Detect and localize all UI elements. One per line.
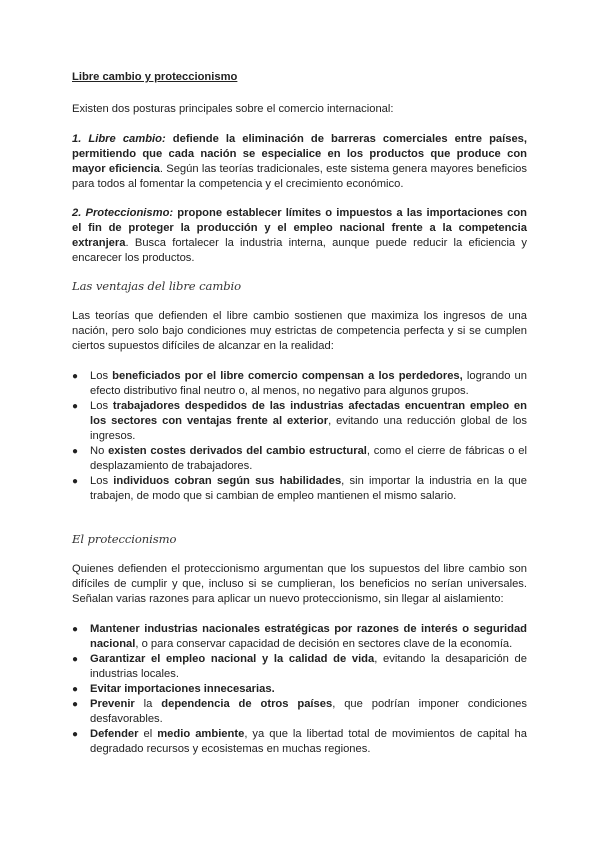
bullet-icon: ● — [72, 729, 79, 740]
bullet-bold-text: Mantener industrias nacionales estratégicas por razones de interés o seguridad nacional — [90, 623, 527, 650]
list-item — [72, 369, 527, 399]
posture-libre-cambio — [72, 132, 527, 192]
bullet-bold-text: medio ambiente — [157, 728, 245, 740]
bullet-bold-text: trabajadores despedidos de las industrias afectadas encuentran empleo en los sectores con ventajas frente al exterior — [90, 400, 527, 427]
bullet-list-ventajas — [72, 369, 527, 504]
posture-label: 2. Proteccionismo: — [72, 207, 174, 219]
bullet-text: Los — [90, 370, 113, 382]
bullet-bold-text: individuos cobran según sus habilidades — [113, 475, 342, 487]
section-heading-ventajas: Las ventajas del libre cambio — [72, 279, 242, 293]
bullet-list-proteccionismo — [72, 622, 527, 757]
section-paragraph-ventajas: Las teorías que defienden el libre cambio sostienen que maximiza los ingresos de una nación, pero solo bajo condiciones muy estrictas de competencia perfecta y si se cumplen ciertos supuestos difíciles de alcanzar en la realidad: — [72, 310, 527, 352]
bullet-bold-text: Defender — [90, 728, 139, 740]
bullet-text: , evitando una reducción global de los ingresos. — [90, 415, 527, 442]
bullet-text: , o para conservar capacidad de decisión en sectores clave de la economía. — [135, 638, 513, 650]
bullet-text: , evitando la desaparición de industrias locales. — [90, 653, 527, 680]
list-item — [72, 474, 527, 504]
bullet-text: la — [134, 698, 162, 710]
bullet-icon: ● — [72, 401, 79, 412]
bullet-bold-text: dependencia de otros países — [161, 698, 333, 710]
bullet-bold-text: beneficiados por el libre comercio compensan a los perdedores, — [112, 370, 463, 382]
posture-text: . Según las teorías tradicionales, este sistema genera mayores beneficios para todos al fomentar la competencia y el crecimiento económico. — [72, 163, 528, 190]
section-heading-proteccionismo: El proteccionismo — [72, 532, 177, 546]
bullet-bold-text: existen costes derivados del cambio estructural — [108, 445, 367, 457]
section-paragraph-proteccionismo: Quienes defienden el proteccionismo argumentan que los supuestos del libre cambio son difíciles de cumplir y que, incluso si se cumplieran, los beneficios no serían universales. Señalan varias razones para aplicar un nuevo proteccionismo, sin llegar al aislamiento: — [72, 563, 527, 605]
bullet-icon: ● — [72, 654, 79, 665]
list-item — [72, 444, 527, 474]
bullet-text: , que podrían imponer condiciones desfavorables. — [90, 698, 527, 725]
posture-text: . Busca fortalecer la industria interna, aunque puede reducir la eficiencia y encarecer los productos. — [72, 237, 527, 264]
bullet-icon: ● — [72, 699, 79, 710]
bullet-bold-text: Prevenir — [90, 698, 135, 710]
bullet-text: , sin importar la industria en la que trabajen, de modo que si cambian de empleo mantienen el mismo salario. — [90, 475, 527, 502]
bullet-icon: ● — [72, 446, 79, 457]
list-item — [72, 727, 527, 757]
list-item — [72, 622, 527, 652]
bullet-text: , como el cierre de fábricas o el desplazamiento de trabajadores. — [90, 445, 527, 472]
bullet-text: Los — [90, 475, 114, 487]
posture-label: 1. Libre cambio: — [72, 133, 166, 145]
bullet-text: el — [138, 728, 158, 740]
bullet-bold-text: Evitar importaciones innecesarias. — [90, 683, 275, 695]
bullet-icon: ● — [72, 371, 79, 382]
bullet-icon: ● — [72, 624, 79, 635]
bullet-text: Los — [90, 400, 113, 412]
document-title: Libre cambio y proteccionismo — [72, 71, 238, 83]
list-item — [72, 399, 527, 444]
bullet-icon: ● — [72, 684, 79, 695]
document-body — [72, 70, 527, 757]
bullet-bold-text: Garantizar el empleo nacional y la calidad de vida — [90, 653, 375, 665]
posture-bold-text: propone establecer límites o impuestos a las importaciones con el fin de proteger la producción y el empleo nacional frente a la competencia extranjera — [72, 207, 527, 249]
bullet-icon: ● — [72, 476, 79, 487]
list-item — [72, 682, 527, 697]
list-item — [72, 652, 527, 682]
bullet-text: logrando un efecto distributivo final neutro o, al menos, no negativo para algunos grupos. — [90, 370, 527, 397]
posture-proteccionismo — [72, 206, 527, 266]
intro-paragraph: Existen dos posturas principales sobre el comercio internacional: — [72, 103, 394, 115]
bullet-text: No — [90, 445, 109, 457]
list-item — [72, 697, 527, 727]
posture-bold-text: defiende la eliminación de barreras comerciales entre países, permitiendo que cada nación se especialice en los productos que produce con mayor eficiencia — [72, 133, 528, 175]
bullet-text: , ya que la libertad total de movimientos de capital ha degradado recursos y ecosistemas en muchas regiones. — [90, 728, 527, 755]
